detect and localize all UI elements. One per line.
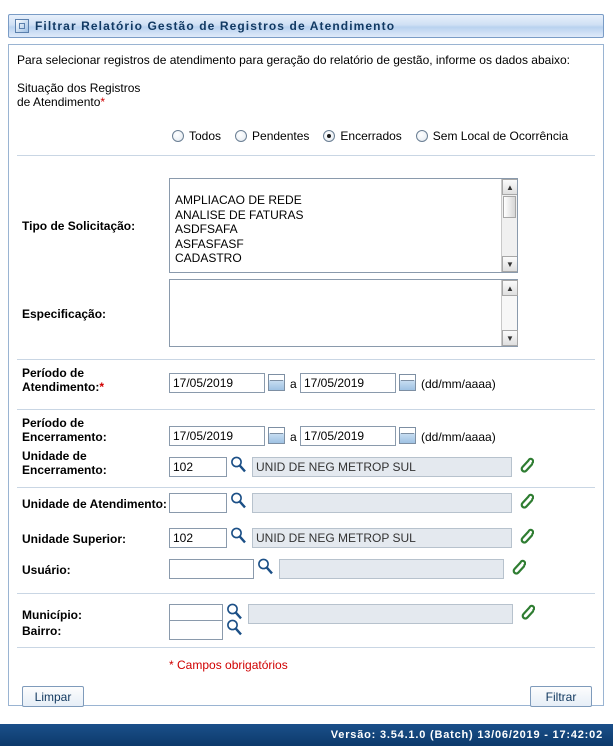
search-icon-unidade-superior[interactable]: [229, 526, 247, 544]
clip-icon-unidade-atendimento[interactable]: [517, 492, 534, 510]
divider-6: [17, 647, 595, 648]
divider-4: [17, 487, 595, 488]
label-unidade-atendimento: Unidade de Atendimento:: [22, 497, 167, 511]
input-unidade-encerramento-codigo[interactable]: [169, 457, 227, 477]
label-municipio: Município:: [22, 608, 82, 622]
search-icon-usuario[interactable]: [256, 557, 274, 575]
input-periodo-encerramento-inicio[interactable]: [169, 426, 265, 446]
listbox-options: [170, 193, 501, 266]
input-unidade-atendimento-codigo[interactable]: [169, 493, 227, 513]
radio-option-todos[interactable]: [172, 129, 221, 143]
scroll-thumb[interactable]: [503, 196, 516, 218]
list-item[interactable]: CADASTRO: [175, 251, 242, 265]
radio-icon-todos[interactable]: [172, 130, 184, 142]
window-icon: [15, 19, 29, 33]
calendar-icon-atendimento-fim[interactable]: [399, 374, 416, 391]
divider-5: [17, 593, 595, 594]
status-bar: [0, 724, 613, 746]
scroll-up-icon[interactable]: ▲: [502, 280, 518, 296]
radio-label-encerrados: Encerrados: [340, 129, 402, 143]
calendar-icon-atendimento-inicio[interactable]: [268, 374, 285, 391]
list-item[interactable]: ASFASFASF: [175, 236, 244, 251]
divider-3: [17, 409, 595, 410]
filter-form: [8, 44, 604, 706]
separator-encerramento: a: [290, 430, 297, 444]
clip-icon-unidade-superior[interactable]: [517, 527, 534, 545]
search-icon-unidade-atendimento[interactable]: [229, 491, 247, 509]
search-icon-unidade-encerramento[interactable]: [229, 455, 247, 473]
required-asterisk-situacao: *: [100, 95, 106, 109]
radio-label-todos: Todos: [189, 129, 222, 143]
divider-2: [17, 359, 595, 360]
radio-option-pendentes[interactable]: [235, 129, 309, 143]
listbox-scrollbar[interactable]: [501, 179, 517, 272]
textarea-scrollbar[interactable]: [501, 280, 517, 346]
radio-option-sem-local-ocorrencia[interactable]: [416, 129, 568, 143]
value-municipio-descricao: [248, 604, 513, 624]
label-periodo-encerramento-line1: Período de: [22, 416, 85, 430]
required-asterisk-periodo-atendimento: *: [99, 380, 104, 394]
label-unidade-encerramento-line1: Unidade de: [22, 449, 87, 463]
listbox-tipo-solicitacao[interactable]: [169, 178, 518, 273]
input-bairro-codigo[interactable]: [169, 620, 223, 640]
list-item[interactable]: AMPLIACAO DE REDE: [175, 193, 302, 207]
label-bairro: Bairro:: [22, 624, 62, 638]
textarea-especificacao[interactable]: [169, 279, 518, 347]
page-title: Filtrar Relatório Gestão de Registros de Atendimento: [35, 19, 396, 33]
label-tipo-solicitacao: Tipo de Solicitação:: [22, 219, 136, 233]
value-unidade-atendimento-descricao: [252, 493, 512, 513]
clip-icon-municipio[interactable]: [518, 603, 535, 621]
input-unidade-superior-codigo[interactable]: [169, 528, 227, 548]
list-item[interactable]: ASDFSAFA: [175, 222, 238, 236]
calendar-icon-encerramento-fim[interactable]: [399, 427, 416, 444]
value-unidade-encerramento-descricao: UNID DE NEG METROP SUL: [252, 457, 512, 477]
separator-atendimento: a: [290, 377, 297, 391]
input-periodo-atendimento-fim[interactable]: [300, 373, 396, 393]
label-situacao-line2-text: de Atendimento: [17, 95, 101, 109]
label-periodo-atendimento-line2-text: Atendimento:: [22, 380, 100, 394]
radio-label-sem-local-ocorrencia: Sem Local de Ocorrência: [432, 129, 569, 143]
radio-option-encerrados[interactable]: [323, 129, 401, 143]
scroll-up-icon[interactable]: ▲: [502, 179, 518, 195]
label-periodo-atendimento-line1: Período de: [22, 366, 85, 380]
clip-icon-usuario[interactable]: [509, 558, 526, 576]
label-usuario: Usuário:: [22, 563, 71, 577]
label-periodo-encerramento-line2: Encerramento:: [22, 430, 107, 444]
hint-formato-atendimento: (dd/mm/aaaa): [421, 377, 496, 391]
scroll-down-icon[interactable]: ▼: [502, 330, 518, 346]
input-usuario-codigo[interactable]: [169, 559, 254, 579]
radio-icon-sem-local-ocorrencia[interactable]: [416, 130, 428, 142]
radio-icon-encerrados[interactable]: [323, 130, 335, 142]
version-text: Versão: 3.54.1.0 (Batch) 13/06/2019 - 17:42:02: [330, 729, 603, 741]
clear-button[interactable]: Limpar: [22, 686, 84, 707]
label-unidade-encerramento-line2: Encerramento:: [22, 463, 107, 477]
list-item[interactable]: ANALISE DE FATURAS: [175, 207, 304, 222]
label-situacao-line1: Situação dos Registros: [17, 81, 141, 95]
input-periodo-atendimento-inicio[interactable]: [169, 373, 265, 393]
divider-1: [17, 155, 595, 156]
radio-group-situacao: [172, 129, 576, 143]
label-situacao-line2: [17, 95, 105, 109]
required-fields-note: * Campos obrigatórios: [169, 658, 288, 672]
calendar-icon-encerramento-inicio[interactable]: [268, 427, 285, 444]
radio-icon-pendentes[interactable]: [235, 130, 247, 142]
value-usuario-descricao: [279, 559, 504, 579]
clip-icon-unidade-encerramento[interactable]: [517, 456, 534, 474]
window-title-bar: [8, 14, 604, 38]
scroll-down-icon[interactable]: ▼: [502, 256, 518, 272]
label-unidade-superior: Unidade Superior:: [22, 532, 127, 546]
input-periodo-encerramento-fim[interactable]: [300, 426, 396, 446]
radio-label-pendentes: Pendentes: [252, 129, 310, 143]
intro-text: Para selecionar registros de atendimento para geração do relatório de gestão, informe os dados abaixo:: [17, 53, 571, 67]
value-unidade-superior-descricao: UNID DE NEG METROP SUL: [252, 528, 512, 548]
label-especificacao: Especificação:: [22, 307, 107, 321]
search-icon-bairro[interactable]: [225, 618, 243, 636]
label-periodo-atendimento-line2: [22, 380, 104, 394]
hint-formato-encerramento: (dd/mm/aaaa): [421, 430, 496, 444]
filter-button[interactable]: Filtrar: [530, 686, 592, 707]
